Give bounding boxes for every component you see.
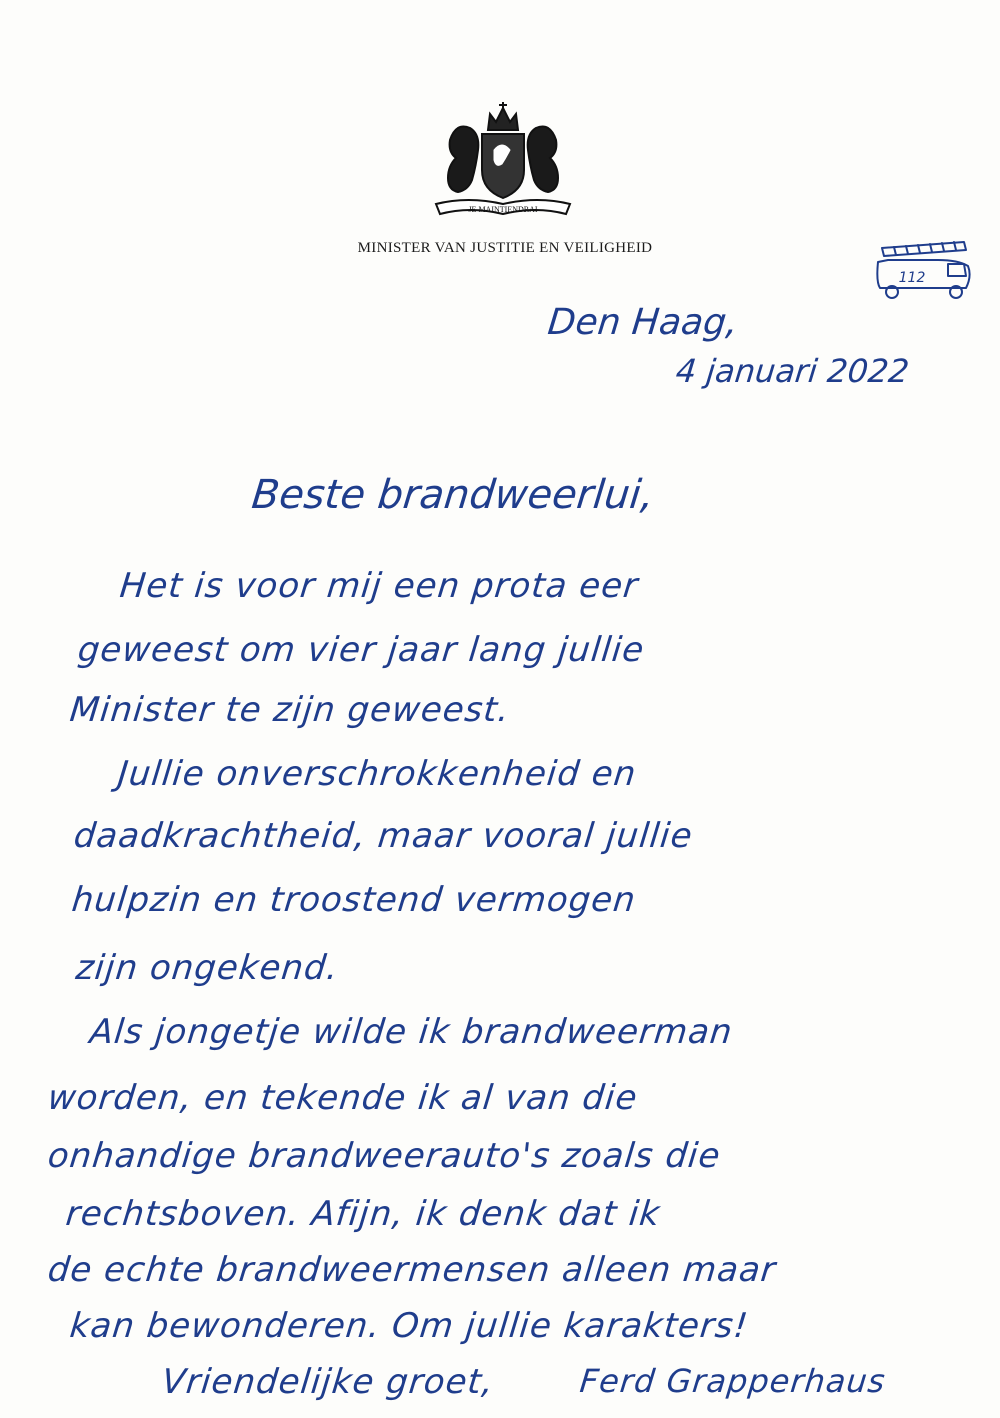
body-line: onhandige brandweerauto's zoals die [45,1136,723,1176]
letterhead-title: MINISTER VAN JUSTITIE EN VEILIGHEID [357,240,653,256]
body-line: Minister te zijn geweest. [67,690,512,730]
letter-place: Den Haag, [545,302,740,343]
body-line: daadkrachtheid, maar vooral jullie [71,816,695,856]
body-line: rechtsboven. Afijn, ik denk dat ik [63,1194,663,1234]
coat-of-arms-icon [428,100,578,218]
body-line: kan bewonderen. Om jullie karakters! [67,1306,751,1346]
body-line: hulpzin en troostend vermogen [69,880,638,920]
body-line: worden, en tekende ik al van die [45,1078,640,1118]
letter-date: 4 januari 2022 [674,352,911,390]
fire-truck-drawing-icon [868,236,978,300]
sketch-label: 112 [898,270,926,286]
letter-salutation: Beste brandweerlui, [249,472,657,518]
body-line: de echte brandweermensen alleen maar [45,1250,779,1290]
letter-closing: Vriendelijke groet, [159,1362,496,1402]
letter-signature: Ferd Grapperhaus [578,1362,888,1400]
body-line: Jullie onverschrokkenheid en [115,754,639,794]
body-line: zijn ongekend. [73,948,341,988]
body-line: geweest om vier jaar lang jullie [75,630,647,670]
crest-motto: JE MAINTIENDRAI [468,205,538,214]
body-line: Het is voor mij een prota eer [117,566,641,606]
body-line: Als jongetje wilde ik brandweerman [87,1012,735,1052]
